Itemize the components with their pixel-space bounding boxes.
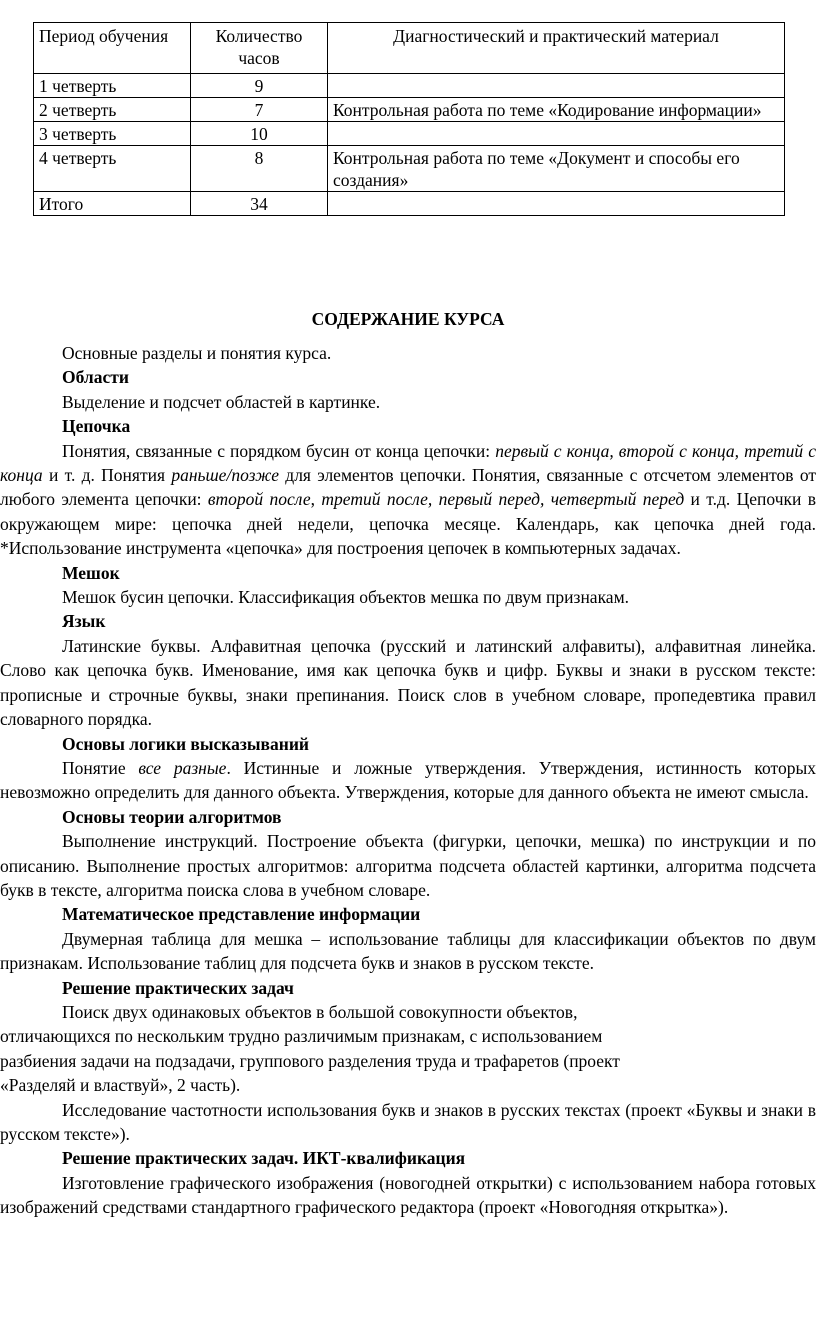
text: и т. д. Понятия bbox=[42, 465, 172, 486]
paragraph-algorithms: Выполнение инструкций. Построение объекта (фигурки, цепочки, мешка) по инструкции и по описанию. Выполнение простых алгоритмов: алгоритма подсчета областей картинки, алгоритма подсчета букв в тексте, алгоритма поиска слова в учебном словаре. bbox=[0, 831, 816, 900]
text: . Истинные и ложные утверждения. Утверждения, истинность которых невозможно определить для данного объекта. Утверждения, которые для данного объекта не имеют смысла. bbox=[0, 757, 816, 803]
cell-period: 1 четверть bbox=[34, 74, 191, 98]
heading-language: Язык bbox=[62, 611, 106, 632]
cell-material bbox=[328, 192, 785, 216]
header-period: Период обучения bbox=[34, 23, 191, 74]
cell-period: 4 четверть bbox=[34, 146, 191, 192]
text: и т.д. Цепочки в окружающем мире: цепочка дней недели, цепочка месяце. Календарь, как цепочка дней года. *Использование инструмента «цепочка» для построения цепочек в компьютерных задачах. bbox=[0, 489, 816, 559]
cell-hours: 9 bbox=[191, 74, 328, 98]
text: для элементов цепочки. Понятия, связанные с отсчетом элементов от любого элемента цепочки: bbox=[0, 465, 816, 510]
cell-period: Итого bbox=[34, 192, 191, 216]
paragraph-ict: Изготовление графического изображения (новогодней открытки) с использованием набора готовых изображений средствами стандартного графического редактора (проект «Новогодняя открытка»). bbox=[0, 1172, 816, 1218]
text: Понятие bbox=[62, 757, 139, 778]
italic-text: раньше/позже bbox=[171, 465, 279, 486]
cell-hours: 8 bbox=[191, 146, 328, 192]
paragraph-practical-line-3: разбиения задачи на подзадачи, группового разделения труда и трафаретов (проект bbox=[0, 1050, 620, 1071]
paragraph-chain bbox=[0, 439, 816, 561]
cell-material: Контрольная работа по теме «Документ и способы его создания» bbox=[328, 146, 785, 192]
table-header-row bbox=[34, 23, 785, 74]
italic-text: все разные bbox=[138, 757, 227, 778]
paragraph-practical-line-1: Поиск двух одинаковых объектов в большой совокупности объектов, bbox=[62, 1001, 578, 1022]
paragraph-bag: Мешок бусин цепочки. Классификация объектов мешка по двум признакам. bbox=[62, 587, 630, 608]
cell-material bbox=[328, 122, 785, 146]
table-row bbox=[34, 74, 785, 98]
cell-hours: 7 bbox=[191, 98, 328, 122]
heading-algorithms: Основы теории алгоритмов bbox=[62, 806, 282, 827]
header-material: Диагностический и практический материал bbox=[328, 23, 785, 74]
intro-paragraph: Основные разделы и понятия курса. bbox=[62, 343, 332, 363]
paragraph-language: Латинские буквы. Алфавитная цепочка (русский и латинский алфавиты), алфавитная линейка. Слово как цепочка букв. Именование, имя как цепочка букв и цифр. Буквы и знаки в русском тексте: прописные и строчные буквы, знаки препинания. Поиск слов в учебном словаре, пропедевтика правил словарного порядка. bbox=[0, 635, 816, 730]
table-row bbox=[34, 122, 785, 146]
italic-text: первый с конца, второй с конца, третий с конца bbox=[0, 440, 816, 486]
section-title: СОДЕРЖАНИЕ КУРСА bbox=[311, 309, 505, 329]
heading-chain: Цепочка bbox=[62, 416, 131, 437]
cell-material bbox=[328, 74, 785, 98]
heading-areas: Области bbox=[62, 367, 129, 388]
table-row bbox=[34, 146, 785, 192]
paragraph-practical-line-4: «Разделяй и властвуй», 2 часть). bbox=[0, 1075, 241, 1096]
heading-bag: Мешок bbox=[62, 562, 120, 583]
hours-table bbox=[33, 22, 785, 216]
text: Понятия, связанные с порядком бусин от конца цепочки: bbox=[62, 440, 496, 461]
heading-practical-tasks: Решение практических задач bbox=[62, 977, 294, 998]
text: , bbox=[310, 489, 322, 510]
italic-text: третий после, первый перед, четвертый перед bbox=[321, 489, 685, 510]
paragraph-math-representation: Двумерная таблица для мешка – использование таблицы для классификации объектов по двум признакам. Использование таблиц для подсчета букв и знаков в русском тексте. bbox=[0, 928, 816, 974]
paragraph-practical-research: Исследование частотности использования букв и знаков в русских текстах (проект «Буквы и знаки в русском тексте»). bbox=[0, 1099, 816, 1144]
paragraph-areas: Выделение и подсчет областей в картинке. bbox=[62, 391, 381, 412]
heading-logic: Основы логики высказываний bbox=[62, 733, 309, 754]
paragraph-logic bbox=[0, 756, 816, 805]
header-hours: Количество часов bbox=[191, 23, 328, 74]
heading-ict: Решение практических задач. ИКТ-квалификация bbox=[62, 1148, 466, 1169]
paragraph-practical-line-2: отличающихся по нескольким трудно различимым признакам, с использованием bbox=[0, 1026, 603, 1047]
cell-material: Контрольная работа по теме «Кодирование информации» bbox=[328, 98, 785, 122]
heading-math-representation: Математическое представление информации bbox=[62, 904, 421, 925]
table-row bbox=[34, 98, 785, 122]
cell-period: 3 четверть bbox=[34, 122, 191, 146]
italic-text: второй после bbox=[207, 489, 311, 510]
cell-hours: 10 bbox=[191, 122, 328, 146]
table-row-total bbox=[34, 192, 785, 216]
course-content bbox=[0, 341, 816, 1220]
cell-hours: 34 bbox=[191, 192, 328, 216]
cell-period: 2 четверть bbox=[34, 98, 191, 122]
